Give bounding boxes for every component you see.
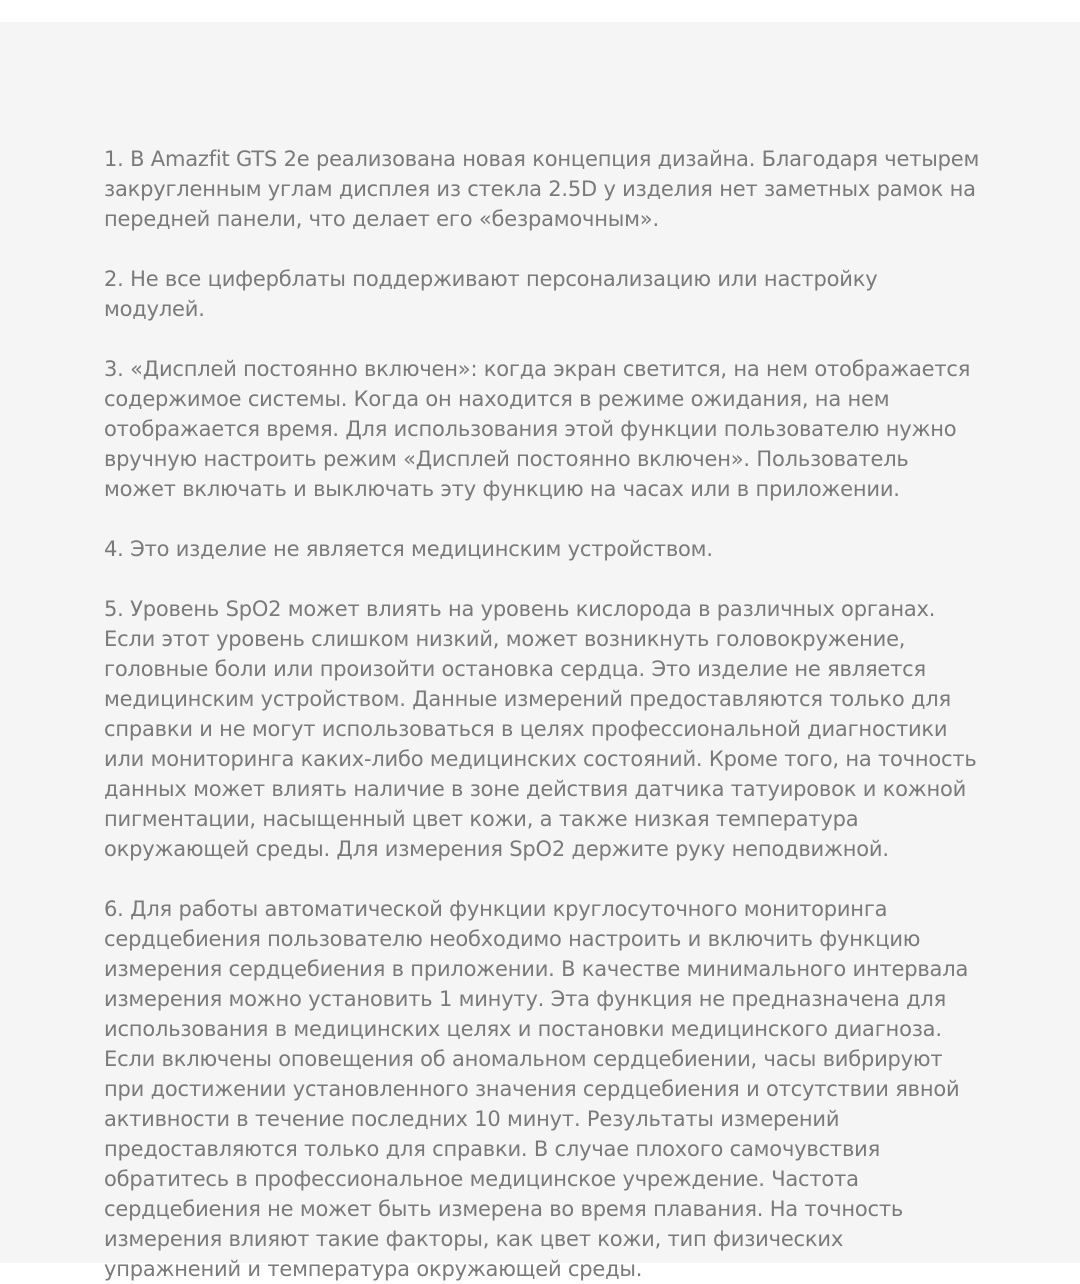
footnote-not-medical-device: 4. Это изделие не является медицинским устройством. xyxy=(104,537,713,561)
footnote-design: 1. В Amazfit GTS 2e реализована новая концепция дизайна. Благодаря четырем закругленным углам дисплея из стекла 2.5D у изделия нет заметных рамок на передней панели, что делает его «безрамочным». xyxy=(104,147,980,231)
footnotes-list xyxy=(104,144,984,1284)
footnote-heart-rate: 6. Для работы автоматической функции круглосуточного мониторинга сердцебиения пользователю необходимо настроить и включить функцию измерения сердцебиения в приложении. В качестве минимального интервала измерения можно установить 1 минуту. Эта функция не предназначена для использования в медицинских целях и постановки медицинского диагноза. Если включены оповещения об аномальном сердцебиении, часы вибрируют при достижении установленного значения сердцебиения и отсутствии явной активности в течение последних 10 минут. Результаты измерений предоставляются только для справки. В случае плохого самочувствия обратитесь в профессиональное медицинское учреждение. Частота сердцебиения не может быть измерена во время плавания. На точность измерения влияют такие факторы, как цвет кожи, тип физических упражнений и температура окружающей среды. xyxy=(104,897,969,1281)
footnote-always-on-display: 3. «Дисплей постоянно включен»: когда экран светится, на нем отображается содержимое системы. Когда он находится в режиме ожидания, на нем отображается время. Для использования этой функции пользователю нужно вручную настроить режим «Дисплей постоянно включен». Пользователь может включать и выключать эту функцию на часах или в приложении. xyxy=(104,357,971,501)
footnotes-panel xyxy=(0,22,1080,1281)
footnote-spo2: 5. Уровень SpO2 может влиять на уровень кислорода в различных органах. Если этот уровень слишком низкий, может возникнуть головокружение, головные боли или произойти остановка сердца. Это изделие не является медицинским устройством. Данные измерений предоставляются только для справки и не могут использоваться в целях профессиональной диагностики или мониторинга каких-либо медицинских состояний. Кроме того, на точность данных может влиять наличие в зоне действия датчика татуировок и кожной пигментации, насыщенный цвет кожи, а также низкая температура окружающей среды. Для измерения SpO2 держите руку неподвижной. xyxy=(104,597,977,861)
footnote-watch-faces: 2. Не все циферблаты поддерживают персонализацию или настройку модулей. xyxy=(104,267,878,321)
